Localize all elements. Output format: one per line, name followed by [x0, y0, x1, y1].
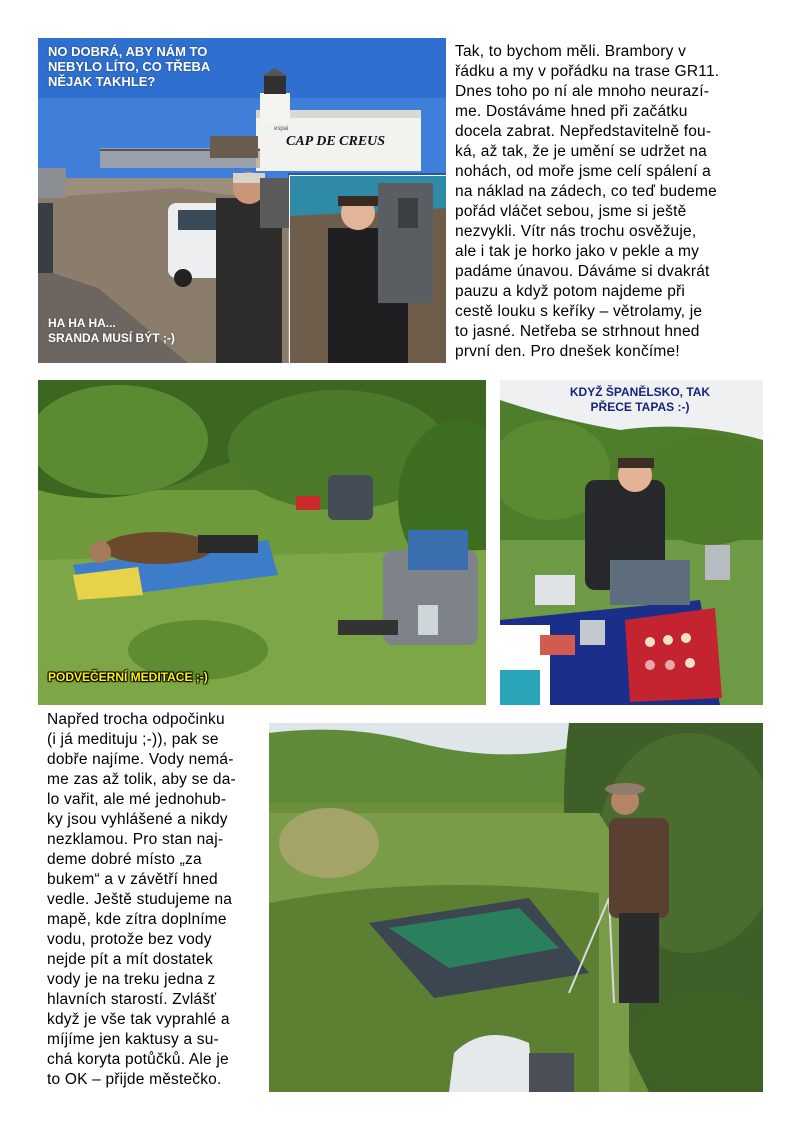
text-line: nohách, od moře jsme celí spálení a	[455, 163, 711, 180]
text-line: (i já medituju ;-)), pak se	[47, 731, 219, 748]
text-paragraph-top	[455, 42, 770, 362]
photo-tapas	[500, 380, 763, 705]
text-line: Tak, to bychom měli. Brambory v	[455, 43, 687, 60]
text-line: na náklad na zádech, co teď budeme	[455, 183, 717, 200]
text-line: padáme únavou. Dáváme si dvakrát	[455, 263, 710, 280]
text-line: míjíme jen kaktusy a su-	[47, 1031, 219, 1048]
text-line: Dnes toho po ní ale mnoho neurazí-	[455, 83, 710, 100]
text-line: nezvykli. Vítr nás trochu osvěžuje,	[455, 223, 697, 240]
text-line: to OK – přijde městečko.	[47, 1071, 222, 1088]
photo-meditation	[38, 380, 486, 705]
tapas-caption-1: KDYŽ ŠPANĚLSKO, TAK	[569, 385, 711, 399]
text-paragraph-bottom	[47, 710, 269, 1090]
text-line: když je vše tak vyprahlé a	[47, 1011, 230, 1028]
text-line: dobře najíme. Vody nemá-	[47, 751, 234, 768]
photo-lighthouse	[38, 38, 446, 363]
text-line: ká, až tak, že je umění se udržet na	[455, 143, 707, 160]
text-line: to jasné. Netřeba se strhnout hned	[455, 323, 700, 340]
text-line: me zas až tolik, aby se da-	[47, 771, 236, 788]
photo-sign-small: espai	[274, 126, 289, 132]
meditation-caption: PODVEČERNÍ MEDITACE ;-)	[48, 670, 208, 684]
text-line: bukem“ a v závětří hned	[47, 871, 218, 888]
text-line: řádku a my v pořádku na trase GR11.	[455, 63, 720, 80]
text-line: hlavních starostí. Zvlášť	[47, 991, 217, 1008]
text-line: chá koryta potůčků. Ale je	[47, 1051, 229, 1068]
text-line: vody je na treku jedna z	[47, 971, 216, 988]
text-line: lo vařit, ale mé jednohub-	[47, 791, 227, 808]
text-line: cestě louku s keříky – větrolamy, je	[455, 303, 703, 320]
lighthouse-caption-bottom-2: SRANDA MUSÍ BÝT ;-)	[48, 331, 175, 345]
lighthouse-caption-bottom-1: HA HA HA...	[48, 316, 116, 330]
photo-tent	[269, 723, 763, 1092]
text-line: pauzu a když potom najdeme při	[455, 283, 686, 300]
text-line: ky jsou vyhlášené a nikdy	[47, 811, 228, 828]
photo-sign-text: CAP DE CREUS	[286, 134, 386, 149]
text-line: pořád vláčet sebou, jsme si ještě	[455, 203, 687, 220]
tapas-caption-2: PŘECE TAPAS :-)	[590, 400, 690, 414]
text-line: vodu, protože bez vody	[47, 931, 212, 948]
text-line: deme dobré místo „za	[47, 851, 202, 868]
text-line: Napřed trocha odpočinku	[47, 711, 225, 728]
text-line: nejde pít a mít dostatek	[47, 951, 213, 968]
text-line: docela zabrat. Nepředstavitelně fou-	[455, 123, 712, 140]
text-line: mapě, kde zítra doplníme	[47, 911, 227, 928]
text-line: vedle. Ještě studujeme na	[47, 891, 233, 908]
text-line: první den. Pro dnešek končíme!	[455, 343, 680, 360]
text-line: me. Dostáváme hned při začátku	[455, 103, 688, 120]
text-line: ale i tak je horko jako v pekle a my	[455, 243, 700, 260]
text-line: nezklamou. Pro stan naj-	[47, 831, 224, 848]
lighthouse-caption-top: NO DOBRÁ, ABY NÁM TO NEBYLO LÍTO, CO TŘEBA NĚJAK TAKHLE?	[48, 44, 210, 89]
